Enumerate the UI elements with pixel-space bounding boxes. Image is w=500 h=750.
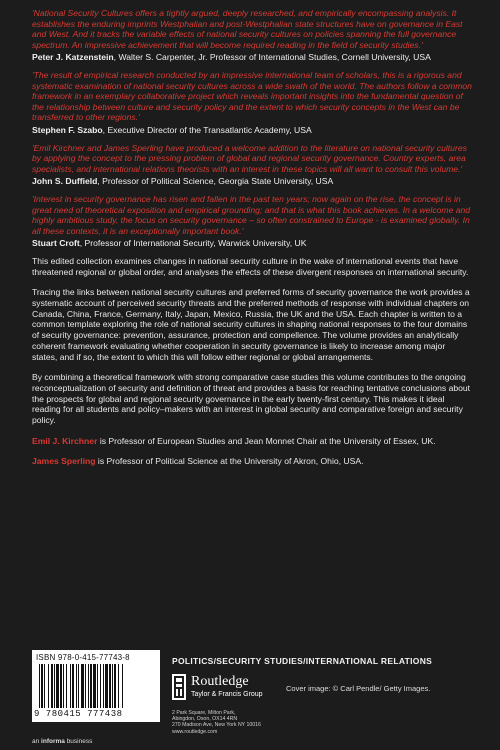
- address-line: Abingdon, Oxon, OX14 4RN: [172, 716, 238, 723]
- endorsement-quote-4: 'Interest in security governance has risen and fallen in the past ten years; now again on the rise, the concept is in great need of theoretical exposition and empirical grounding; and that is what this book achieves. In a welcome and highly ambitious study, the focus on security governance – so often constrained to Europe - is examined globally. In all these contexts, it is an exceptionally important book.': [32, 193, 471, 236]
- endorsement-attribution-3: [32, 176, 472, 187]
- endorser-title: , Professor of Political Science, Georgia State University, USA: [97, 176, 334, 187]
- endorser-name: Peter J. Katzenstein: [32, 52, 114, 63]
- cover-credit: Cover image: © Carl Pendle/ Getty Images.: [286, 684, 431, 693]
- cover-text: [32, 8, 472, 477]
- endorsement-attribution-1: [32, 52, 472, 63]
- endorser-title: , Executive Director of the Transatlantic Academy, USA: [102, 124, 312, 135]
- endorser-name: John S. Duffield: [32, 176, 98, 187]
- author-name: James Sperling: [32, 456, 96, 467]
- isbn-label: ISBN 978-0-415-77743-8: [36, 653, 130, 662]
- author-bio-text: is Professor of Political Science at the University of Akron, Ohio, USA.: [95, 456, 364, 467]
- endorser-name: Stephen F. Szabo: [32, 124, 103, 135]
- endorsement-quote-1: 'National Security Cultures offers a tightly argued, deeply researched, and empirically encompassing analysis. It establishes the enduring imprints Westphalian and post-Westphalian state structures have on governance in East and West. And it tracks the variable effects of national security cultures on policies spanning the full governance spectrum. An impressive achievement that will become required reading in the field of security studies.': [32, 8, 463, 50]
- author-bio-2: [32, 456, 472, 467]
- endorsement-quote-2: 'The result of empirical research conducted by an impressive international team of scholars, this is a rigorous and systematic examination of national security cultures across a wide swath of the world. The authors follow a common framework in an exemplary collaborative project which reveals important insights into the fundamental question of the relationship between culture and security policy and the extent to which security concepts in the West can be transferred to other regions.': [32, 69, 472, 123]
- barcode-panel: [32, 650, 160, 722]
- endorser-name: Stuart Croft: [32, 238, 80, 249]
- publisher-name: Routledge: [191, 674, 249, 689]
- endorsement-attribution-2: [32, 125, 472, 136]
- endorser-title: , Walter S. Carpenter, Jr. Professor of International Studies, Cornell University, USA: [113, 52, 431, 63]
- endorser-title: , Professor of International Security, Warwick University, UK: [79, 238, 307, 249]
- informa-business-tag: an informa business: [32, 738, 93, 745]
- endorsement-quote-3: 'Emil Kirchner and James Sperling have produced a welcome addition to the literature on national security cultures by applying the concept to the pressing problem of global and regional security governance. Country experts, area specialists, and international relations theorists with an interest in these topics will all want to consult this volume.': [32, 142, 467, 174]
- subject-category: POLITICS/SECURITY STUDIES/INTERNATIONAL RELATIONS: [172, 656, 433, 666]
- author-name: Emil J. Kirchner: [32, 435, 98, 446]
- address-line: www.routledge.com: [172, 728, 218, 735]
- publisher-logo: [172, 674, 292, 704]
- author-bio-1: [32, 436, 472, 447]
- publisher-address: [172, 710, 261, 735]
- address-line: 270 Madison Ave, New York NY 10016: [172, 722, 261, 729]
- description-paragraph-1: This edited collection examines changes in national security culture in the wake of international events that have threatened regional or global order, and analyses the effects of these divergent responses on international security.: [32, 255, 469, 277]
- description-paragraph-2: Tracing the links between national security cultures and preferred forms of security governance the work provides a systematic account of perceived security threats and the preferred methods of response with individual chapters on Canada, China, France, Germany, Italy, Japan, Mexico, Russia, the UK and the USA. Each chapter is written to a common template exploring the role of national security cultures in shaping national responses to the four domains of security governance: prevention, assurance, protection and compellence. The volume provides an analytically coherent framework evaluating whether cooperation in security governance is likely to increase among major states, and if so, the extent to which this will follow either regional or global arrangements.: [32, 287, 470, 362]
- description-paragraph-3: By combining a theoretical framework with strong comparative case studies this volume contributes to the ongoing reconceptualization of security and definition of threat and provides a basis for reaching tentative conclusions about the prospects for global and regional security governance in the early twenty-first century. This makes it ideal reading for all students and policy–makers with an interest in global security and comparative foreign and security policy.: [32, 372, 471, 426]
- endorsement-attribution-4: [32, 238, 472, 249]
- footer: [32, 650, 472, 750]
- barcode-icon: [38, 664, 154, 708]
- author-bio-text: is Professor of European Studies and Jean Monnet Chair at the University of Essex, UK.: [97, 435, 436, 446]
- address-line: 2 Park Square, Milton Park,: [172, 710, 236, 716]
- barcode-number: 9 780415 777438: [34, 709, 123, 719]
- routledge-logo-icon: [172, 674, 186, 700]
- publisher-group: Taylor & Francis Group: [191, 691, 263, 698]
